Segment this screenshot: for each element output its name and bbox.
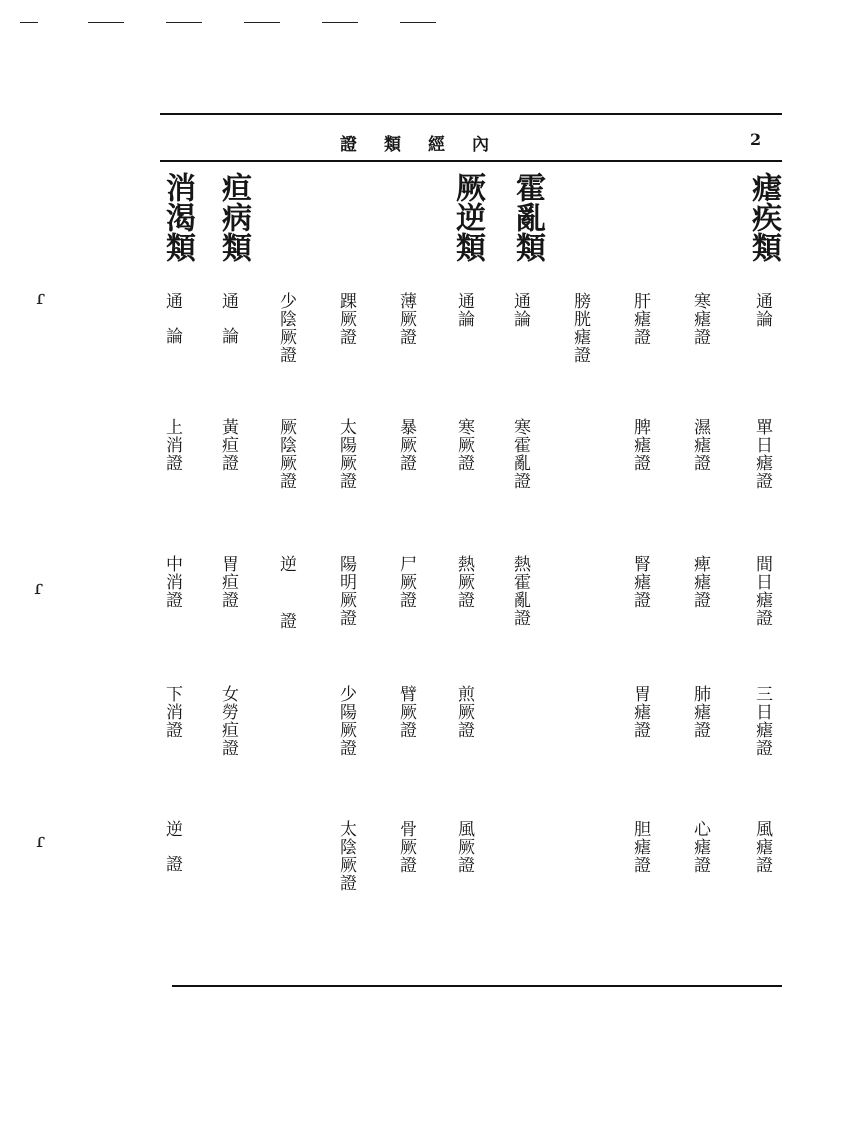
entry-boiling-syncope: 煎厥證	[454, 685, 474, 739]
entry-yangming-syncope: 陽明厥證	[336, 555, 356, 627]
top-dash	[20, 22, 38, 23]
entry-arm-syncope: 臂厥證	[396, 685, 416, 739]
entry-lower-diabetes: 下消證	[162, 685, 182, 739]
entry-heart-malaria: 心瘧證	[690, 820, 710, 874]
entry-alternate-day-malaria: 間日瘧證	[752, 555, 772, 627]
entry-kidney-malaria: 腎瘧證	[630, 555, 650, 609]
entry-jueyin-syncope: 厥陰厥證	[276, 418, 296, 490]
entry-general-malaria: 通論	[752, 292, 772, 328]
margin-mark: ɾ	[34, 575, 44, 599]
entry-taiyin-syncope: 太陰厥證	[336, 820, 356, 892]
entry-cold-syncope: 寒厥證	[454, 418, 474, 472]
margin-mark: ɾ	[36, 285, 46, 309]
footer-rule	[172, 985, 782, 987]
entry-bladder-malaria: 膀胱瘧證	[570, 292, 590, 364]
entry-ankle-syncope: 踝厥證	[336, 292, 356, 346]
entry-middle-diabetes: 中消證	[162, 555, 182, 609]
entry-third-day-malaria: 三日瘧證	[752, 685, 772, 757]
header-top-rule	[160, 113, 782, 115]
entry-damp-malaria: 濕瘧證	[690, 418, 710, 472]
entry-taiyang-syncope: 太陽厥證	[336, 418, 356, 490]
entry-reverse-diabetes: 逆證	[162, 820, 182, 890]
top-dash	[244, 22, 280, 23]
entry-woman-labor-jaundice: 女勞疸證	[218, 685, 238, 757]
entry-shaoyin-syncope: 少陰厥證	[276, 292, 296, 364]
entry-wind-syncope: 風厥證	[454, 820, 474, 874]
entry-heat-cholera: 熱霍亂證	[510, 555, 530, 627]
entry-cold-malaria: 寒瘧證	[690, 292, 710, 346]
entry-single-day-malaria: 單日瘧證	[752, 418, 772, 490]
category-syncope: 厥逆類	[450, 172, 485, 262]
margin-mark: ɾ	[36, 828, 46, 852]
entry-upper-diabetes: 上消證	[162, 418, 182, 472]
entry-liver-malaria: 肝瘧證	[630, 292, 650, 346]
entry-general-jaundice: 通論	[218, 292, 238, 362]
entry-gallbladder-malaria: 胆瘧證	[630, 820, 650, 874]
entry-wind-malaria: 風瘧證	[752, 820, 772, 874]
entry-general-syncope: 通論	[454, 292, 474, 328]
category-malaria: 瘧疾類	[746, 172, 781, 262]
entry-sudden-syncope: 暴厥證	[396, 418, 416, 472]
entry-cold-cholera: 寒霍亂證	[510, 418, 530, 490]
page-number: 2	[750, 130, 762, 149]
top-dash	[166, 22, 202, 23]
running-header-title: 證類經內	[340, 135, 516, 155]
entry-reverse-syncope: 逆證	[276, 555, 296, 669]
entry-stomach-malaria: 胃瘧證	[630, 685, 650, 739]
entry-general-diabetes: 通論	[162, 292, 182, 362]
category-jaundice: 疸病類	[216, 172, 251, 262]
top-dash	[322, 22, 358, 23]
top-dash	[88, 22, 124, 23]
entry-spleen-malaria: 脾瘧證	[630, 418, 650, 472]
entry-heat-syncope: 熱厥證	[454, 555, 474, 609]
entry-yellow-jaundice: 黃疸證	[218, 418, 238, 472]
entry-general-cholera: 通論	[510, 292, 530, 328]
entry-bone-syncope: 骨厥證	[396, 820, 416, 874]
entry-thin-syncope: 薄厥證	[396, 292, 416, 346]
top-dash	[400, 22, 436, 23]
category-cholera: 霍亂類	[510, 172, 545, 262]
entry-stomach-jaundice: 胃疸證	[218, 555, 238, 609]
entry-corpse-syncope: 尸厥證	[396, 555, 416, 609]
category-diabetes: 消渴類	[160, 172, 195, 262]
entry-lung-malaria: 肺瘧證	[690, 685, 710, 739]
header-bottom-rule	[160, 160, 782, 162]
entry-bi-malaria: 痺瘧證	[690, 555, 710, 609]
entry-shaoyang-syncope: 少陽厥證	[336, 685, 356, 757]
